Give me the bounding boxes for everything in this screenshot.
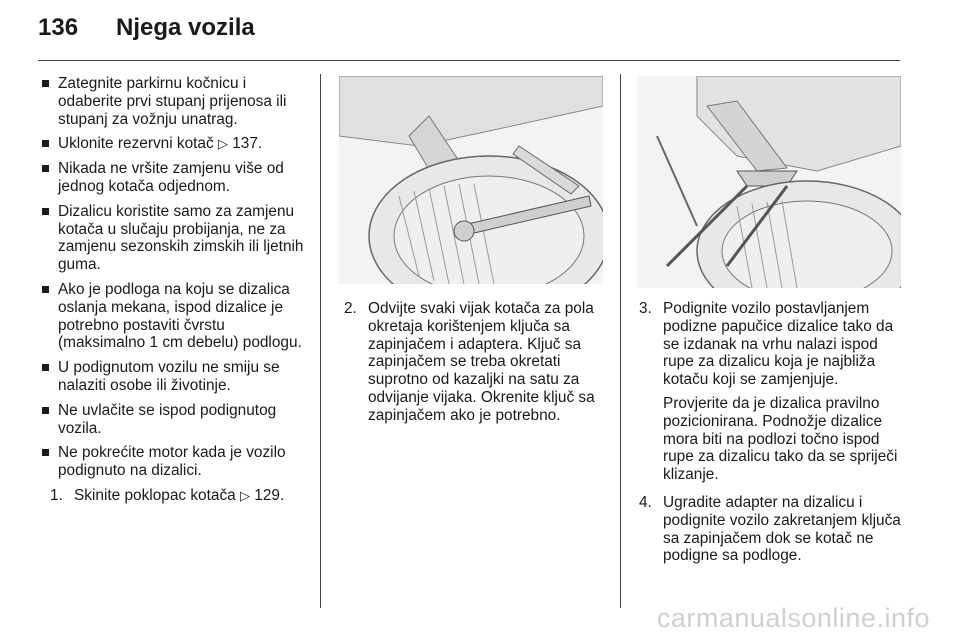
header-divider bbox=[38, 60, 900, 61]
page-header bbox=[38, 14, 255, 44]
step-number: 3. bbox=[639, 300, 652, 317]
step-number: 2. bbox=[344, 300, 357, 317]
page-title: Njega vozila bbox=[116, 14, 255, 41]
page-reference-link[interactable]: 129. bbox=[254, 486, 285, 504]
list-item: Dizalicu koristite samo za zamjenu kotača u slučaju probijanja, ne za zamjenu sezonskih zimskih ili ljetnih guma. bbox=[40, 203, 306, 274]
column-2 bbox=[344, 300, 606, 425]
list-item: Zategnite parkirnu kočnicu i odaberite prvi stupanj prijenosa ili stupanj za vožnju unatrag. bbox=[40, 75, 306, 128]
list-item: Ako je podloga na koju se dizalica oslanja mekana, ispod dizalice je potrebno postaviti čvrstu (maksimalno 1 cm debelu) podlogu. bbox=[40, 281, 306, 352]
list-item: Uklonite rezervni kotač ▷ 137. bbox=[40, 135, 306, 153]
column-divider-1 bbox=[320, 74, 321, 608]
step-number: 1. bbox=[50, 486, 63, 504]
step-3 bbox=[639, 300, 905, 484]
column-1 bbox=[40, 75, 306, 505]
list-item: Ne pokrećite motor kada je vozilo podignuto na dizalici. bbox=[40, 444, 306, 480]
step-text: Odvijte svaki vijak kotača za pola okretaja korištenjem ključa sa zapinjačem i adaptera. Ključ sa zapinjačem se treba okretati suprotno od kazaljki na satu za odvijanje vijaka. Okrenite ključ sa zapinjačem ako je potrebno. bbox=[368, 300, 595, 424]
page-reference-arrow-icon: ▷ bbox=[217, 136, 228, 152]
watermark: carmanualsonline.info bbox=[656, 603, 930, 633]
step-2 bbox=[344, 300, 606, 425]
page-number: 136 bbox=[38, 14, 79, 41]
page-reference-arrow-icon: ▷ bbox=[239, 487, 250, 503]
column-3 bbox=[639, 300, 905, 565]
jack-position-illustration bbox=[637, 76, 901, 288]
wheel-bolt-wrench-illustration bbox=[339, 76, 603, 284]
list-item: U podignutom vozilu ne smiju se nalaziti osobe ili životinje. bbox=[40, 359, 306, 395]
step-text: Podignite vozilo postavljanjem podizne papučice dizalice tako da se izdanak na vrhu nalazi ispod rupe za dizalicu koja je najbliža kotaču koji se zamjenjuje. bbox=[663, 300, 894, 389]
list-item: Ne uvlačite se ispod podignutog vozila. bbox=[40, 402, 306, 438]
step-text: Skinite poklopac kotača bbox=[74, 486, 236, 504]
step-number: 4. bbox=[639, 493, 652, 511]
list-item: Nikada ne vršite zamjenu više od jednog kotača odjednom. bbox=[40, 160, 306, 196]
step-note: Provjerite da je dizalica pravilno pozicionirana. Podnožje dizalice mora biti na podlozi točno ispod rupe za dizalicu tako da se spriječi klizanje. bbox=[663, 394, 898, 484]
step-4 bbox=[639, 494, 905, 565]
step-text: Ugradite adapter na dizalicu i podignite vozilo zakretanjem ključa sa zapinjačem dok se kotač ne podigne sa podloge. bbox=[663, 493, 901, 565]
page-reference-link[interactable]: 137. bbox=[232, 135, 263, 153]
column-divider-2 bbox=[620, 74, 621, 608]
step-1 bbox=[50, 487, 306, 505]
safety-bullet-list bbox=[40, 75, 306, 480]
